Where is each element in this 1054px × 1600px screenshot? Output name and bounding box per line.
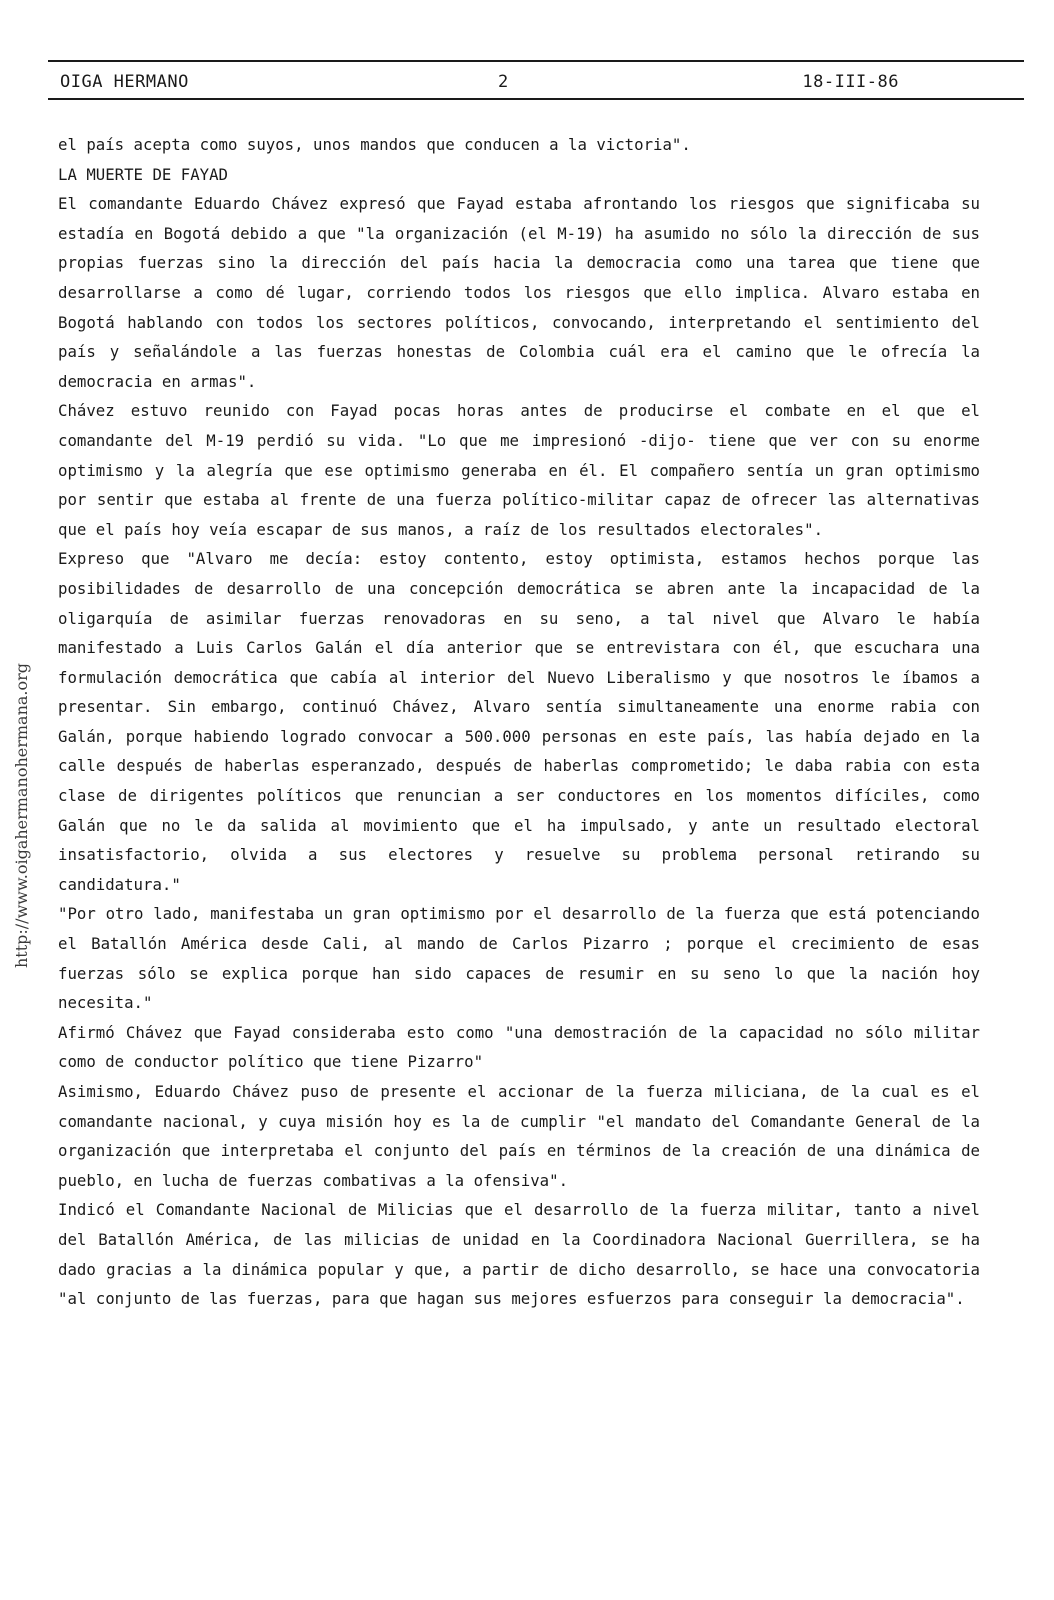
paragraph: El comandante Eduardo Chávez expresó que Fayad estaba afrontando los riesgos que significaba su estadía en Bogotá debido a que "la organización (el M-19) ha asumido no sólo la dirección de sus propias fuerzas sino la dirección del país hacia la democracia como una tarea que tiene que desarrollarse a como dé lugar, corriendo todos los riesgos que ello implica. Alvaro estaba en Bogotá hablando con todos los sectores políticos, convocando, interpretando el sentimiento del país y señalándole a las fuerzas honestas de Colombia cuál era el camino que le ofrecía la democracia en armas". — [58, 194, 980, 391]
issue-date: 18-III-86 — [802, 72, 899, 92]
page-number: 2 — [498, 72, 509, 92]
paragraph: Expreso que "Alvaro me decía: estoy contento, estoy optimista, estamos hechos porque las posibilidades de desarrollo de una concepción democrática se abren ante la incapacidad de la oligarquía de asimilar fuerzas renovadoras en su seno, a tal nivel que Alvaro le había manifestado a Luis Carlos Galán el día anterior que se entrevistara con él, que escuchara una formulación democrática que cabía al interior del Nuevo Liberalismo y que nosotros le íbamos a presentar. Sin embargo, continuó Chávez, Alvaro sentía simultaneamente una enorme rabia con Galán, porque habiendo logrado convocar a 500.000 personas en este país, las había dejado en la calle después de haberlas esperanzado, después de haberlas comprometido; le daba rabia con esta clase de dirigentes políticos que renuncian a ser conductores en los momentos difíciles, como Galán que no le da salida al movimiento que el ha impulsado, y ante un resultado electoral insatisfactorio, olvida a sus electores y resuelve su problema personal retirando su candidatura." — [58, 549, 980, 894]
publication-title: OIGA HERMANO — [60, 72, 189, 92]
paragraph: Chávez estuvo reunido con Fayad pocas horas antes de producirse el combate en el que el comandante del M-19 perdió su vida. "Lo que me impresionó -dijo- tiene que ver con su enorme optimismo y la alegría que ese optimismo generaba en él. El compañero sentía un gran optimismo por sentir que estaba al frente de una fuerza político-militar capaz de ofrecer las alternativas que el país hoy veía escapar de sus manos, a raíz de los resultados electorales". — [58, 401, 980, 539]
paragraph: Afirmó Chávez que Fayad consideraba esto como "una demostración de la capacidad no sólo militar como de conductor político que tiene Pizarro" — [58, 1022, 980, 1072]
paragraph: Indicó el Comandante Nacional de Milicias que el desarrollo de la fuerza militar, tanto a nivel del Batallón América, de las milicias de unidad en la Coordinadora Nacional Guerrillera, se ha dado gracias a la dinámica popular y que, a partir de dicho desarrollo, se hace una convocatoria "al conjunto de las fuerzas, para que hagan sus mejores esfuerzos para conseguir la democracia". — [58, 1200, 980, 1309]
page-header — [48, 60, 1024, 100]
paragraph: Asimismo, Eduardo Chávez puso de presente el accionar de la fuerza miliciana, de la cual es el comandante nacional, y cuya misión hoy es la de cumplir "el mandato del Comandante General de la organización que interpretaba el conjunto del país en términos de la creación de una dinámica de pueblo, en lucha de fuerzas combativas a la ofensiva". — [58, 1082, 980, 1190]
opening-line: el país acepta como suyos, unos mandos que conducen a la victoria". — [58, 135, 691, 154]
watermark-url: http://www.oigahermanohermana.org — [12, 662, 31, 968]
section-heading: LA MUERTE DE FAYAD — [58, 164, 229, 184]
article-body — [58, 130, 980, 1314]
paragraph: "Por otro lado, manifestaba un gran optimismo por el desarrollo de la fuerza que está potenciando el Batallón América desde Cali, al mando de Carlos Pizarro ; porque el crecimiento de esas fuerzas sólo se explica porque han sido capaces de resumir en su seno lo que la nación hoy necesita." — [58, 904, 980, 1013]
